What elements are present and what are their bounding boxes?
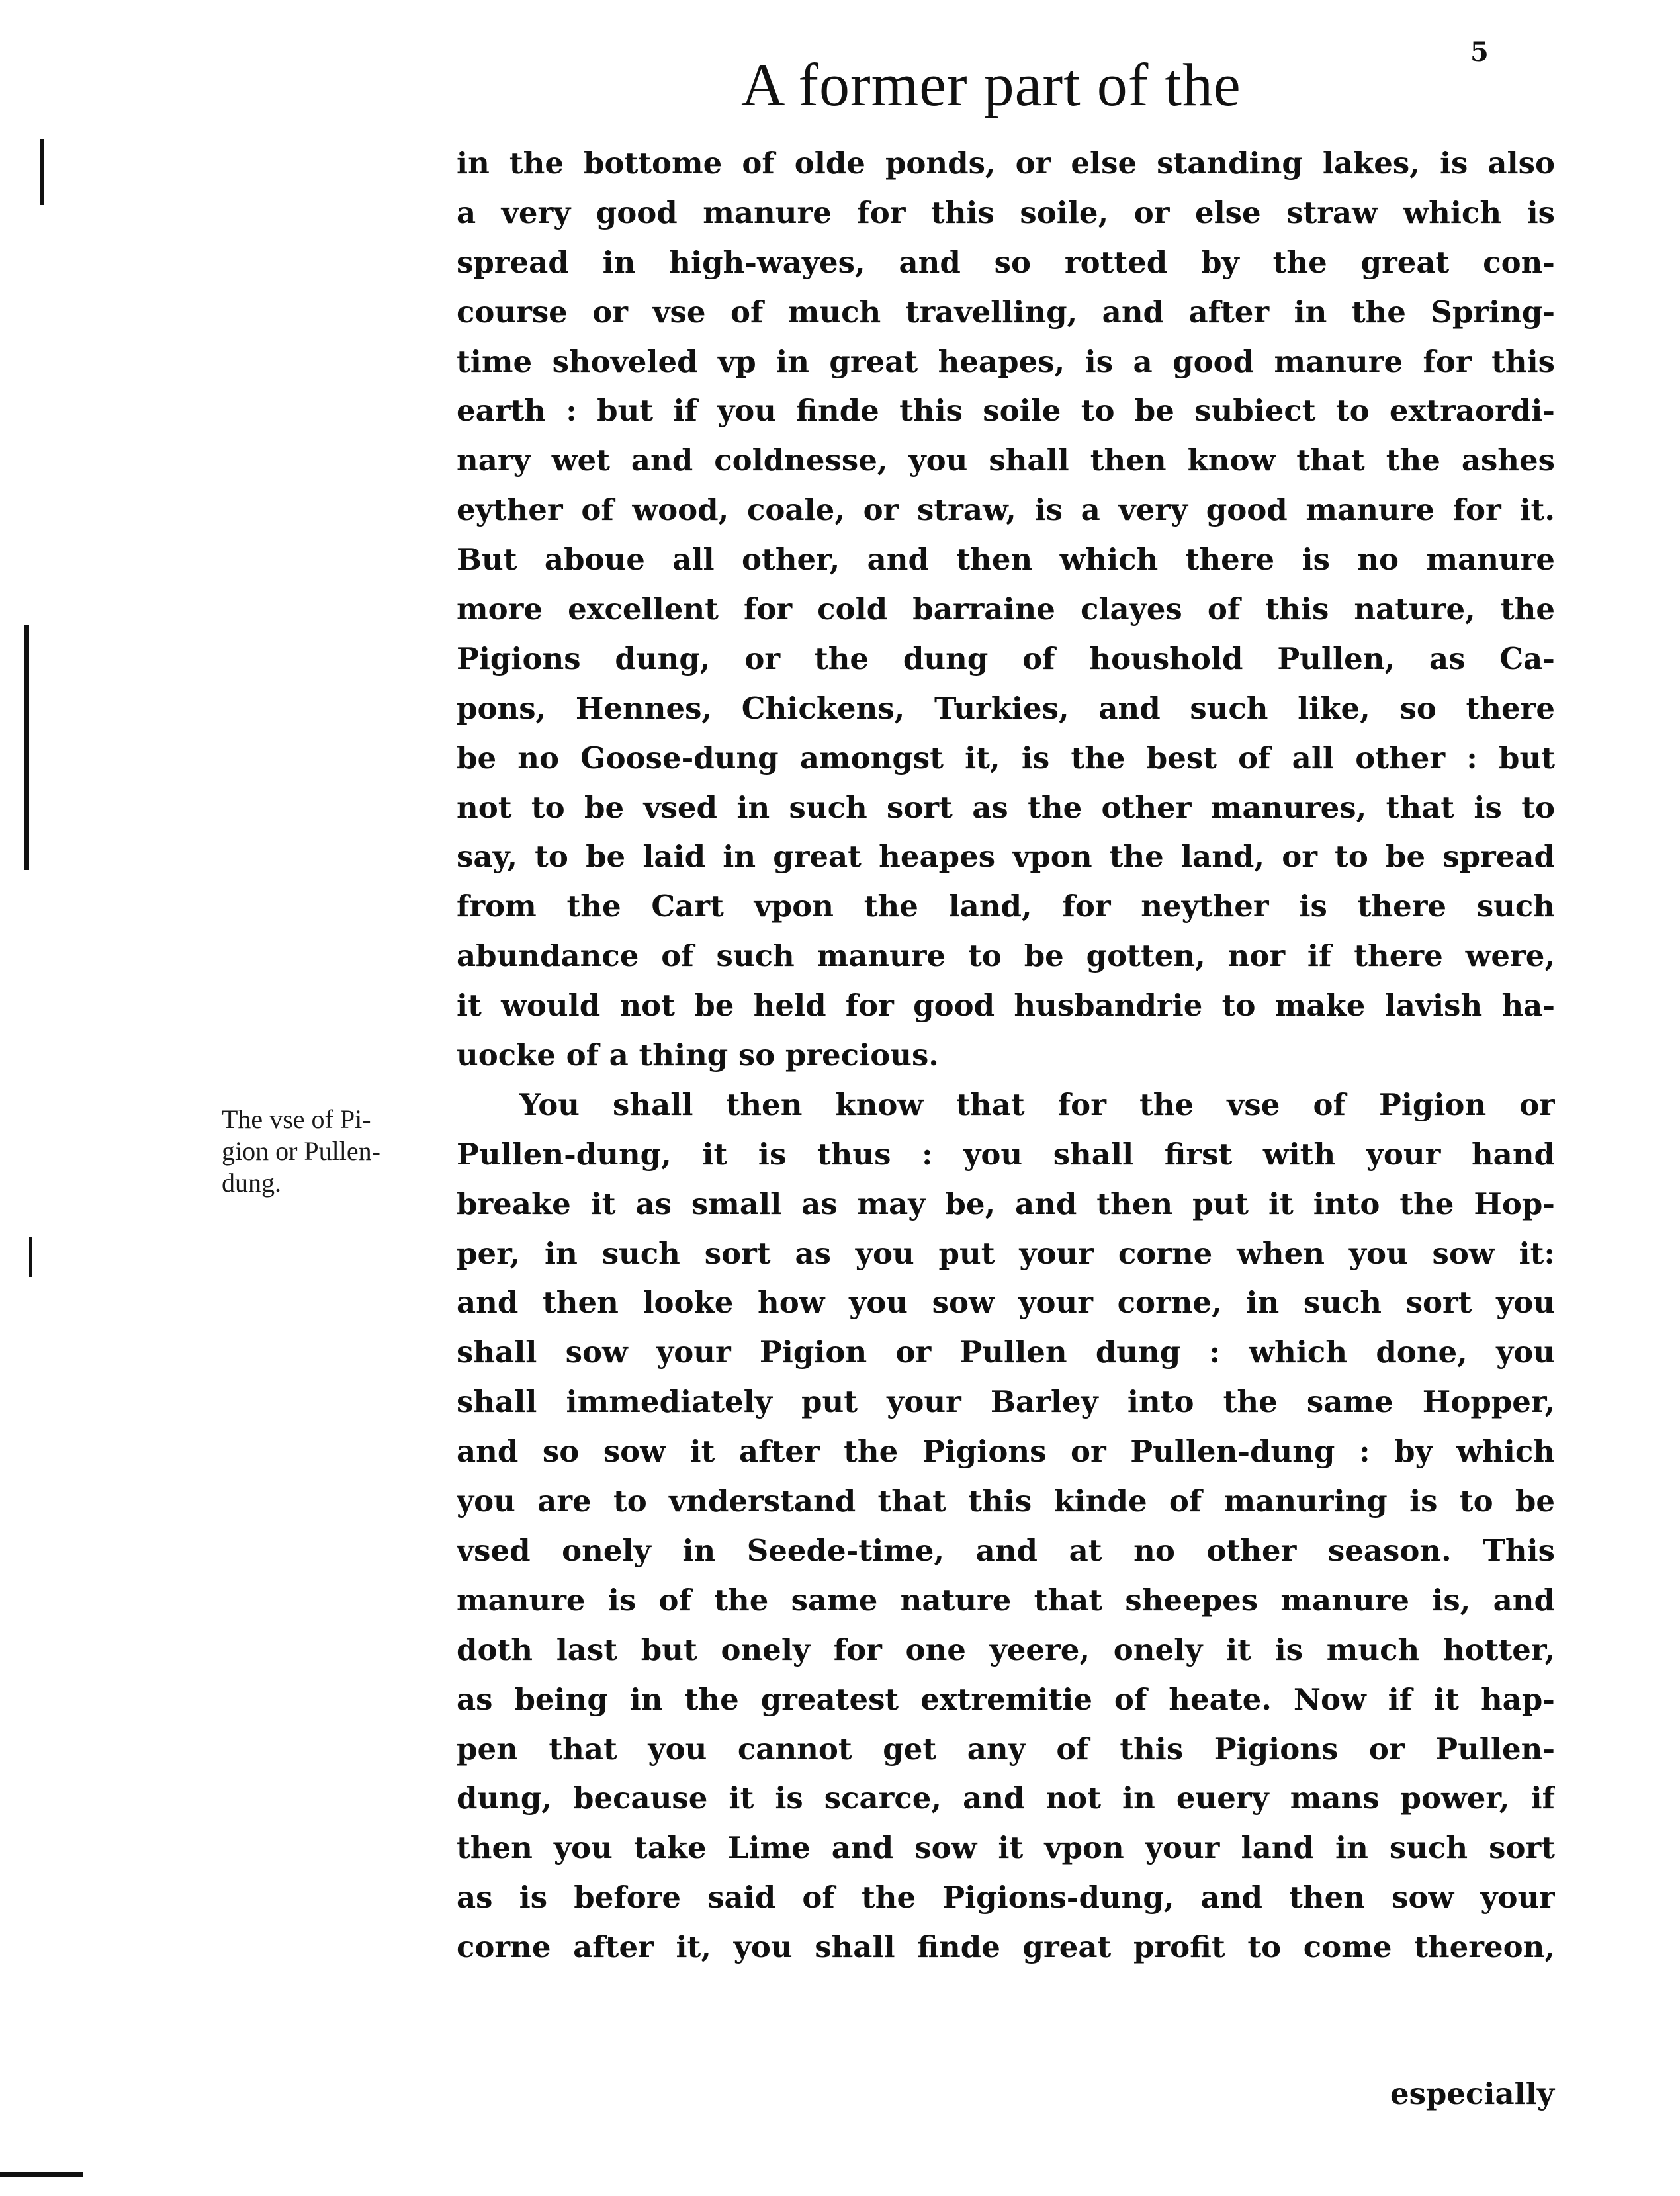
text-line: shall sow your Pigion or Pullen dung : which done, you [457,1335,1555,1370]
text-line: pons, Hennes, Chickens, Turkies, and such like, so there [457,690,1555,726]
text-line: more excellent for cold barraine clayes of this nature, the [457,592,1555,627]
text-line: and so sow it after the Pigions or Pullen-dung : by which [457,1434,1555,1470]
text-line: from the Cart vpon the land, for neyther is there such [457,889,1555,924]
text-line: you are to vnderstand that this kinde of manuring is to be [457,1483,1555,1519]
text-line: dung, because it is scarce, and not in euery mans power, if [457,1780,1555,1816]
text-line: say, to be laid in great heapes vpon the land, or to be spread [457,839,1555,875]
text-line: time shoveled vp in great heapes, is a good manure for this [457,343,1555,379]
text-line: not to be vsed in such sort as the other manures, that is to [457,789,1555,825]
text-line: Pullen-dung, it is thus : you shall first with your hand [457,1136,1555,1172]
text-line: be no Goose-dung amongst it, is the best of all other : but [457,740,1555,775]
text-line: a very good manure for this soile, or else straw which is [457,195,1555,230]
page-mark: 5 [1470,36,1489,67]
text-line: nary wet and coldnesse, you shall then know that the ashes [457,443,1555,478]
marginal-note-line: dung. [222,1168,281,1198]
scan-streak [29,1237,32,1277]
body-text [457,139,1555,1972]
scan-streak [40,139,44,205]
text-line: then you take Lime and sow it vpon your land in such sort [457,1830,1555,1866]
text-line: You shall then know that for the vse of Pigion or [519,1086,1555,1122]
text-line: pen that you cannot get any of this Pigions or Pullen- [457,1731,1555,1767]
text-line: But aboue all other, and then which there is no manure [457,542,1555,578]
marginal-note [222,1104,447,1199]
text-line: doth last but onely for one yeere, onely it is much hotter, [457,1632,1555,1667]
text-line: in the bottome of olde ponds, or else standing lakes, is also [457,146,1555,181]
binding-edge [0,0,60,2196]
text-line: vsed onely in Seede-time, and at no other season. This [457,1532,1555,1568]
scan-streak [0,2172,83,2177]
text-line: per, in such sort as you put your corne when you sow it: [457,1235,1555,1271]
marginal-note-line: gion or Pullen- [222,1136,380,1166]
text-line: as being in the greatest extremitie of heate. Now if it hap- [457,1681,1555,1717]
text-line: spread in high-wayes, and so rotted by the great con- [457,244,1555,280]
text-line: course or vse of much travelling, and after in the Spring- [457,294,1555,329]
text-line: it would not be held for good husbandrie to make lavish ha- [457,988,1555,1024]
text-line: corne after it, you shall finde great profit to come thereon, [457,1929,1555,1965]
text-line: eyther of wood, coale, or straw, is a very good manure for it. [457,492,1555,528]
text-line: as is before said of the Pigions-dung, and then sow your [457,1880,1555,1915]
scan-streak [24,721,29,854]
text-line: abundance of such manure to be gotten, nor if there were, [457,938,1555,974]
text-line: Pigions dung, or the dung of houshold Pullen, as Ca- [457,640,1555,676]
marginal-note-line: The vse of Pi- [222,1104,371,1134]
text-line: earth : but if you finde this soile to be subiect to extraordi- [457,393,1555,429]
text-line: manure is of the same nature that sheepes manure is, and [457,1582,1555,1618]
text-line: shall immediately put your Barley into the same Hopper, [457,1384,1555,1420]
text-line: breake it as small as may be, and then put it into the Hop- [457,1186,1555,1221]
catchword: especially [1390,2076,1554,2111]
running-title: A former part of the [741,51,1241,118]
text-line: and then looke how you sow your corne, in such sort you [457,1285,1555,1321]
text-line: uocke of a thing so precious. [457,1037,939,1073]
